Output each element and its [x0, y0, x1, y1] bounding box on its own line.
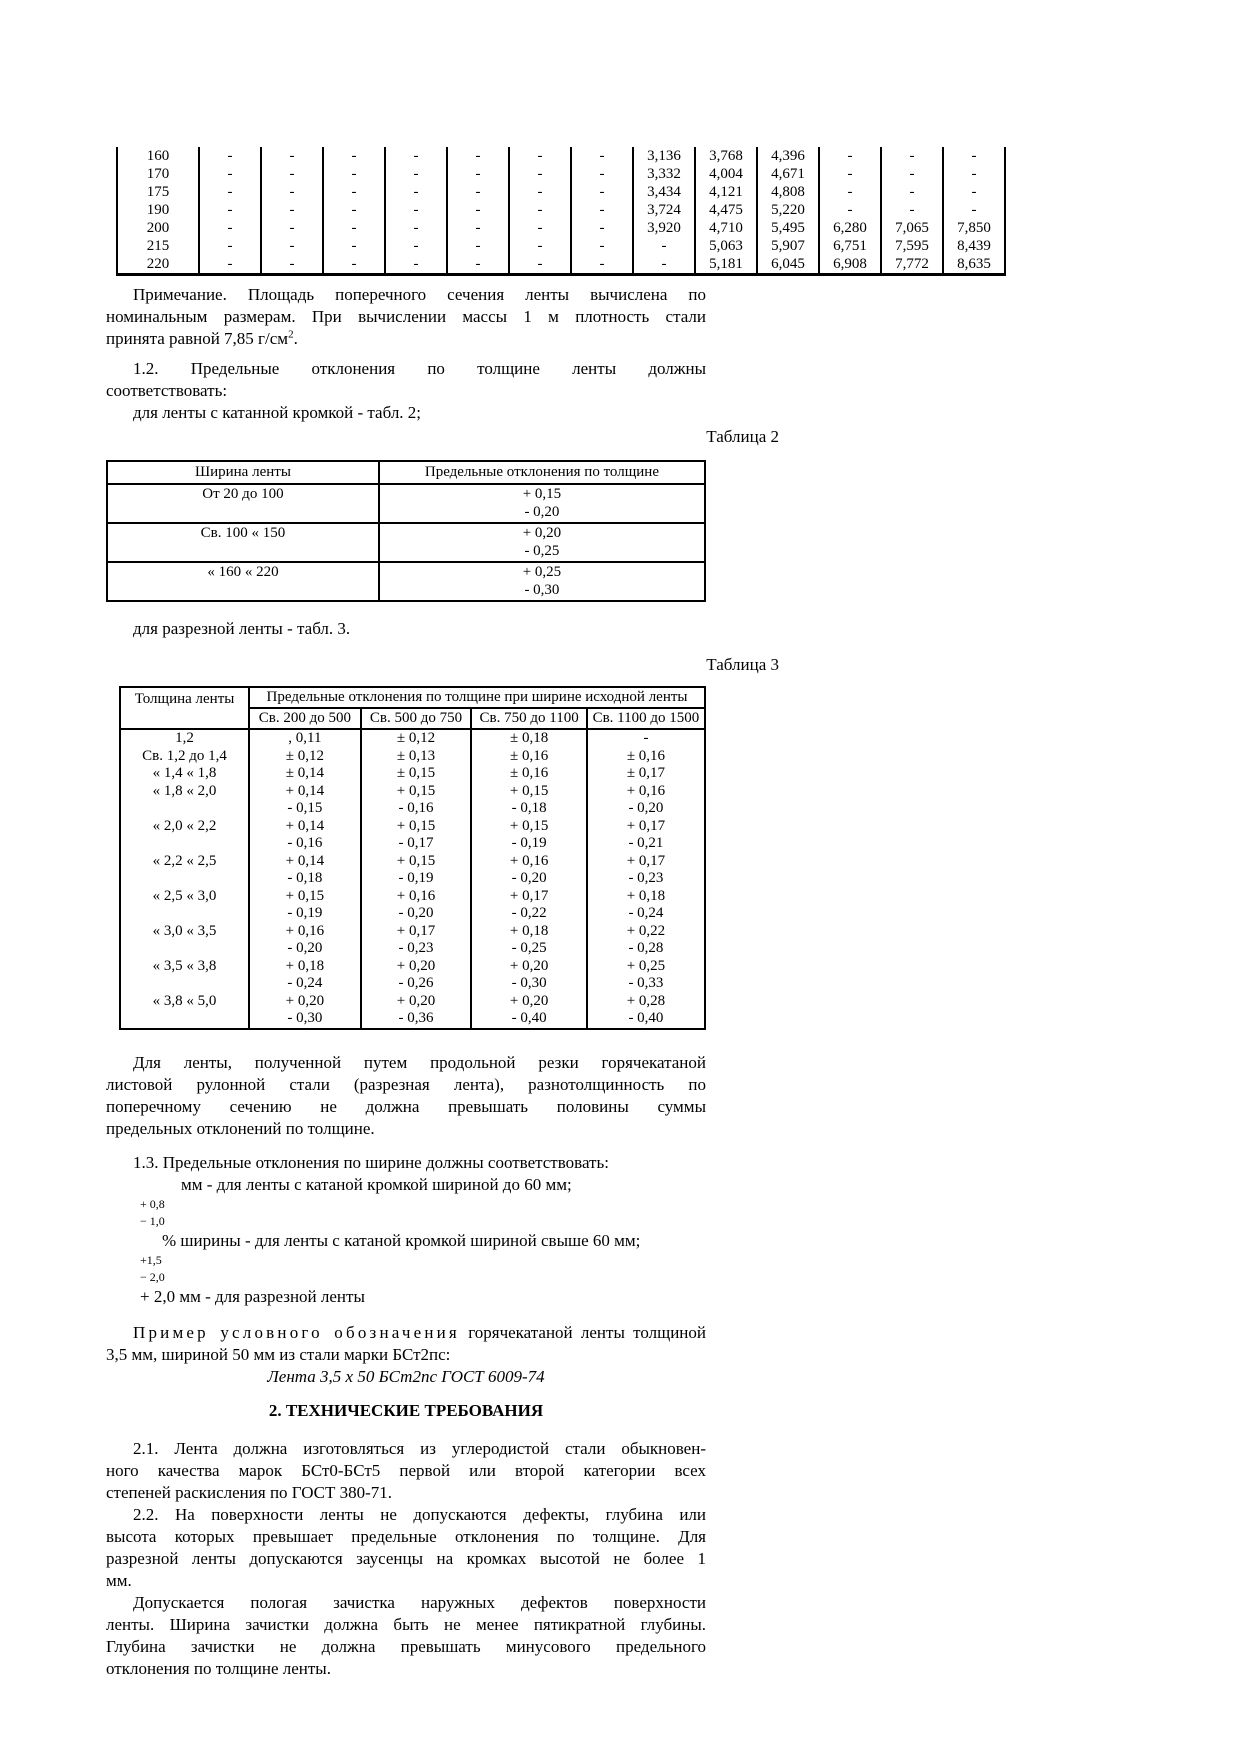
tolerance-percent-minus: − 2,0 [140, 1269, 165, 1284]
table-cell: 4,121 [695, 183, 757, 201]
table-cell: - [261, 165, 323, 183]
table-cell: - [819, 147, 881, 165]
table-cell: , 0,11 [249, 729, 361, 748]
table-cell: - [571, 255, 633, 275]
table-cell: + 0,20 - 0,40 [471, 993, 586, 1029]
table-cell: + 0,18 - 0,24 [249, 958, 361, 993]
table-cell: - [385, 237, 447, 255]
table-cell: - [943, 201, 1005, 219]
text-line: листовой рулонной стали (разрезная лента), разнотолщинность по [106, 1074, 706, 1094]
table-cell: 190 [146, 202, 170, 218]
mass-table [116, 147, 1006, 276]
table-cell: - [509, 219, 571, 237]
table-cell: - [385, 165, 447, 183]
table-row [117, 183, 1005, 201]
table-cell: + 0,22 - 0,28 [587, 923, 705, 958]
table-cell: + 0,17 - 0,23 [361, 923, 472, 958]
table-cell: 8,635 [943, 255, 1005, 275]
table-cell: ± 0,16 [471, 748, 586, 766]
table-cell: « 2,0 « 2,2 [120, 818, 249, 853]
table-cell: - [385, 183, 447, 201]
text-line: 2.1. Лента должна изготовляться из углеродистой стали обыкновен- [133, 1438, 706, 1458]
table-cell: - [571, 183, 633, 201]
text-line: Для ленты, полученной путем продольной резки горячекатаной [133, 1052, 706, 1072]
table-row [107, 484, 705, 523]
grinding-paragraph [106, 1592, 706, 1680]
table-cell: - [385, 255, 447, 275]
table-cell: - [447, 201, 509, 219]
table-cell: + 0,15 - 0,19 [361, 853, 472, 888]
table-cell: - [509, 183, 571, 201]
table-cell: - [881, 165, 943, 183]
text-line: Примечание. Площадь поперечного сечения ленты вычислена по [133, 285, 706, 304]
text-line: соответствовать: [106, 381, 228, 400]
table-cell: - [571, 237, 633, 255]
table-cell: « 3,8 « 5,0 [120, 993, 249, 1029]
table-cell: - [261, 237, 323, 255]
slit-strip-paragraph [106, 1052, 706, 1140]
table-cell: 4,808 [757, 183, 819, 201]
table-3-body [120, 729, 705, 1029]
table-cell: 175 [146, 184, 170, 200]
table-cell: ± 0,14 [249, 765, 361, 783]
example-line-2: 3,5 мм, шириной 50 мм из стали марки БСт2пс: [106, 1344, 451, 1364]
table-cell: + 0,15 - 0,20 [379, 484, 705, 523]
tolerance-percent-line: % ширины - для ленты с катаной кромкой шириной свыше 60 мм; [162, 1230, 641, 1250]
table-cell: « 3,0 « 3,5 [120, 923, 249, 958]
table-cell: 200 [146, 220, 170, 236]
table-cell: - [571, 219, 633, 237]
text-line: мм. [106, 1570, 132, 1590]
table-cell: 3,724 [633, 201, 695, 219]
table-cell: 3,332 [633, 165, 695, 183]
table-cell: « 160 « 220 [107, 562, 379, 601]
example-rest-text: горячекатаной ленты толщиной [459, 1322, 706, 1342]
table-cell: + 0,15 - 0,16 [361, 783, 472, 818]
table-cell: 4,475 [695, 201, 757, 219]
table-cell: + 0,14 - 0,18 [249, 853, 361, 888]
table-cell: - [633, 255, 695, 275]
table-row [120, 783, 705, 818]
table-row [120, 687, 705, 708]
table-cell: - [447, 255, 509, 275]
table-cell: 5,220 [757, 201, 819, 219]
table-cell: - [943, 183, 1005, 201]
table-cell: - [819, 183, 881, 201]
table-cell: - [587, 729, 705, 748]
table-row [120, 765, 705, 783]
table-3-subheader-2: Св. 500 до 750 [361, 708, 472, 729]
table-cell: + 0,16 - 0,20 [249, 923, 361, 958]
table-cell: - [819, 165, 881, 183]
table-cell: - [199, 219, 261, 237]
table-cell: 8,439 [943, 237, 1005, 255]
table-cell: 6,908 [819, 255, 881, 275]
table-cell: + 0,25 - 0,33 [587, 958, 705, 993]
tolerance-mm-line: мм - для ленты с катаной кромкой шириной до 60 мм; [181, 1174, 572, 1194]
clause-2-1-paragraph [106, 1438, 706, 1504]
table-cell: - [323, 183, 385, 201]
table-3-header-span: Предельные отклонения по толщине при ширине исходной ленты [249, 687, 705, 708]
table-row [117, 165, 1005, 183]
tolerance-mm-minus: − 1,0 [140, 1213, 165, 1228]
table2-caption: Таблица 2 [706, 427, 779, 446]
mass-table-body [117, 147, 1005, 275]
table-cell: 5,063 [695, 237, 757, 255]
table-cell: 3,136 [633, 147, 695, 165]
table-cell: + 0,15 - 0,18 [471, 783, 586, 818]
clause-1-2 [106, 358, 706, 424]
table-cell: - [323, 201, 385, 219]
table-cell: - [261, 255, 323, 275]
table-cell: ± 0,15 [361, 765, 472, 783]
note-last-line [106, 328, 706, 350]
text-line: ленты. Ширина зачистки должна быть не менее пятикратной глубины. [106, 1614, 706, 1634]
table-cell: - [385, 219, 447, 237]
table-2-header-width: Ширина ленты [107, 461, 379, 484]
table-cell: + 0,16 - 0,20 [471, 853, 586, 888]
table-cell: « 1,4 « 1,8 [120, 765, 249, 783]
table-cell: 4,396 [757, 147, 819, 165]
table-2-header-tolerance: Предельные отклонения по толщине [379, 461, 705, 484]
tolerance-slit-line: + 2,0 мм - для разрезной ленты [140, 1286, 365, 1306]
table-cell: - [447, 147, 509, 165]
text-line: поперечному сечению не должна превышать половины суммы [106, 1096, 706, 1116]
table-cell: + 0,17 - 0,21 [587, 818, 705, 853]
table-cell: - [447, 237, 509, 255]
note-lines [106, 284, 706, 328]
table-cell: - [819, 201, 881, 219]
table-cell: - [943, 165, 1005, 183]
table-cell: 7,850 [943, 219, 1005, 237]
table-cell: + 0,20 - 0,25 [379, 523, 705, 562]
text-line: номинальным размерам. При вычислении массы 1 м плотность стали [106, 307, 706, 326]
table-cell: - [323, 237, 385, 255]
table-cell: - [261, 183, 323, 201]
table-cell: + 0,17 - 0,22 [471, 888, 586, 923]
text-line: 2.2. На поверхности ленты не допускаются дефекты, глубина или [133, 1504, 706, 1524]
table-cell: - [571, 201, 633, 219]
table-cell: - [447, 183, 509, 201]
table-cell: 215 [146, 238, 170, 254]
text-line: разрезной ленты допускаются заусенцы на кромках высотой не более 1 [106, 1548, 706, 1568]
table-cell: 7,065 [881, 219, 943, 237]
table-cell: 220 [146, 256, 170, 272]
table-3-subheader-1: Св. 200 до 500 [249, 708, 361, 729]
table-cell: 7,595 [881, 237, 943, 255]
clause-1-2-lines [106, 358, 706, 402]
table-row [107, 523, 705, 562]
designation-line: Лента 3,5 х 50 БСт2пс ГОСТ 6009-74 [267, 1366, 545, 1386]
table-cell: ± 0,16 [471, 765, 586, 783]
table-cell: + 0,16 - 0,20 [361, 888, 472, 923]
table-cell: « 2,5 « 3,0 [120, 888, 249, 923]
text-line: высота которых превышает предельные отклонения по толщине. Для [106, 1526, 706, 1546]
table-row [120, 993, 705, 1029]
table-cell: - [509, 255, 571, 275]
table-cell: « 3,5 « 3,8 [120, 958, 249, 993]
table-cell: ± 0,18 [471, 729, 586, 748]
example-spaced-text: Пример условного обозначения [133, 1322, 460, 1342]
text-column [106, 284, 779, 1680]
example-paragraph [106, 1322, 706, 1388]
text-line: 1.2. Предельные отклонения по толщине ленты должны [133, 359, 706, 378]
table-cell: ± 0,13 [361, 748, 472, 766]
clause-1-2-rolled-edge-line: для ленты с катанной кромкой - табл. 2; [133, 403, 422, 422]
table-cell: - [261, 147, 323, 165]
table-cell: - [447, 219, 509, 237]
table-row [107, 562, 705, 601]
table-cell: 6,045 [757, 255, 819, 275]
tolerance-mm-plus: + 0,8 [140, 1196, 165, 1211]
table-row [117, 237, 1005, 255]
table-cell: + 0,18 - 0,24 [587, 888, 705, 923]
table-cell: Св. 100 « 150 [107, 523, 379, 562]
table-cell: - [881, 147, 943, 165]
table-cell: - [199, 237, 261, 255]
note-period: . [293, 329, 298, 348]
table-cell: 6,280 [819, 219, 881, 237]
text-line: предельных отклонений по толщине. [106, 1118, 375, 1138]
mass-table-wrapper [116, 147, 1240, 276]
table-cell: ± 0,17 [587, 765, 705, 783]
table-cell: « 2,2 « 2,5 [120, 853, 249, 888]
table-cell: 6,751 [819, 237, 881, 255]
table-cell: + 0,17 - 0,23 [587, 853, 705, 888]
note-paragraph [106, 284, 706, 350]
table-cell: 5,495 [757, 219, 819, 237]
table-2 [106, 460, 706, 602]
clause-2-2-paragraph [106, 1504, 706, 1592]
table-cell: 7,772 [881, 255, 943, 275]
table-cell: - [943, 147, 1005, 165]
table-cell: - [385, 201, 447, 219]
table-cell: 3,920 [633, 219, 695, 237]
table-3 [119, 686, 706, 1030]
table-cell: - [261, 201, 323, 219]
table-row [120, 958, 705, 993]
table-cell: - [509, 147, 571, 165]
table-cell: - [881, 183, 943, 201]
table-cell: ± 0,12 [249, 748, 361, 766]
table-cell: - [323, 165, 385, 183]
text-line: степеней раскисления по ГОСТ 380-71. [106, 1482, 393, 1502]
table-cell: + 0,16 - 0,20 [587, 783, 705, 818]
example-line-1 [106, 1322, 706, 1344]
text-line: Допускается пологая зачистка наружных дефектов поверхности [133, 1592, 706, 1612]
table-cell: - [261, 219, 323, 237]
table-cell: + 0,15 - 0,17 [361, 818, 472, 853]
table-cell: - [199, 201, 261, 219]
table-row [120, 923, 705, 958]
table-cell: 170 [146, 166, 170, 182]
table-cell: + 0,20 - 0,36 [361, 993, 472, 1029]
table-cell: 160 [146, 148, 170, 164]
superscript-2: 2 [288, 328, 294, 341]
table-cell: - [199, 183, 261, 201]
table-cell: 4,710 [695, 219, 757, 237]
table-row [120, 818, 705, 853]
table-cell: + 0,14 - 0,16 [249, 818, 361, 853]
table-cell: + 0,18 - 0,25 [471, 923, 586, 958]
table-cell: + 0,20 - 0,30 [249, 993, 361, 1029]
table-cell: Св. 1,2 до 1,4 [120, 748, 249, 766]
table-cell: + 0,25 - 0,30 [379, 562, 705, 601]
table-cell: - [509, 201, 571, 219]
table-cell: - [571, 165, 633, 183]
table-cell: 4,671 [757, 165, 819, 183]
table-cell: - [199, 255, 261, 275]
table-cell: - [323, 147, 385, 165]
table-cell: - [509, 237, 571, 255]
table-cell: 3,434 [633, 183, 695, 201]
clause-1-3 [106, 1152, 706, 1308]
table-3-subheader-4: Св. 1100 до 1500 [587, 708, 705, 729]
clause-1-3-heading: 1.3. Предельные отклонения по ширине должны соответствовать: [133, 1152, 609, 1172]
table-cell: + 0,15 - 0,19 [249, 888, 361, 923]
text-line: отклонения по толщине ленты. [106, 1658, 331, 1678]
table-2-body [107, 484, 705, 601]
table-cell: 1,2 [120, 729, 249, 748]
tolerance-percent-plus: +1,5 [140, 1252, 162, 1267]
table-cell: 3,768 [695, 147, 757, 165]
table-cell: + 0,15 - 0,19 [471, 818, 586, 853]
table-3-header-thickness: Толщина ленты [120, 687, 249, 729]
table-row [120, 748, 705, 766]
table-2-head [107, 461, 705, 484]
table-cell: 5,181 [695, 255, 757, 275]
text-line: Глубина зачистки не должна превышать минусового предельного [106, 1636, 706, 1656]
table-cell: ± 0,16 [587, 748, 705, 766]
table-cell: - [385, 147, 447, 165]
table-cell: + 0,20 - 0,26 [361, 958, 472, 993]
table-cell: - [199, 147, 261, 165]
table-cell: + 0,20 - 0,30 [471, 958, 586, 993]
table-cell: - [881, 201, 943, 219]
table-cell: - [633, 237, 695, 255]
table-cell: 4,004 [695, 165, 757, 183]
table-cell: + 0,28 - 0,40 [587, 993, 705, 1029]
table-row [117, 201, 1005, 219]
note-text: принята равной 7,85 г/см [106, 329, 289, 348]
table-cell: - [571, 147, 633, 165]
table-cell: ± 0,12 [361, 729, 472, 748]
table-cell: + 0,14 - 0,15 [249, 783, 361, 818]
table-cell: - [199, 165, 261, 183]
table-row [120, 853, 705, 888]
table-cell: - [323, 219, 385, 237]
table-row [117, 147, 1005, 165]
table-cell: От 20 до 100 [107, 484, 379, 523]
table-cell: - [509, 165, 571, 183]
table-3-head [120, 687, 705, 729]
table-row [107, 461, 705, 484]
table-cell: « 1,8 « 2,0 [120, 783, 249, 818]
table-row [117, 255, 1005, 275]
table-row [120, 888, 705, 923]
table-cell: - [323, 255, 385, 275]
table-3-subheader-3: Св. 750 до 1100 [471, 708, 586, 729]
table-row [120, 729, 705, 748]
clause-1-2-slit-line: для разрезной ленты - табл. 3. [133, 619, 351, 638]
text-line: ного качества марок БСт0-БСт5 первой или второй категории всех [106, 1460, 706, 1480]
section-2-heading: 2. ТЕХНИЧЕСКИЕ ТРЕБОВАНИЯ [268, 1400, 544, 1420]
table-cell: - [447, 165, 509, 183]
table-cell: 5,907 [757, 237, 819, 255]
table-row [117, 219, 1005, 237]
table3-caption: Таблица 3 [706, 655, 779, 674]
